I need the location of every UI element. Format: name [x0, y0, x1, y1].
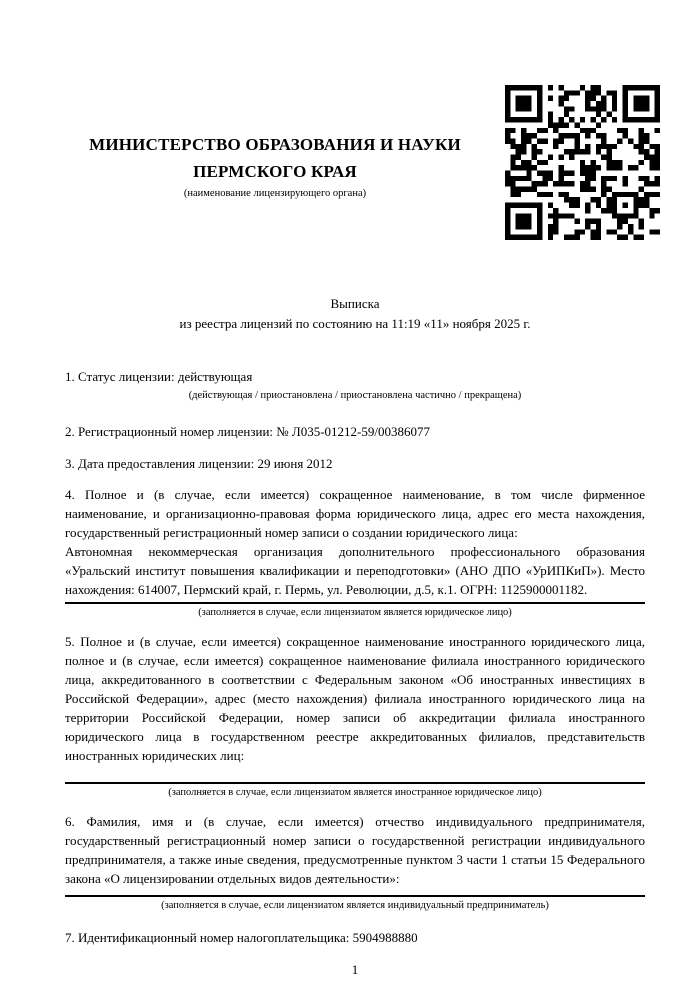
item-4-value: Автономная некоммерческая организация дополнительного профессионального образования «Уральский институт повышения квалификации и переподготовки» (АНО ДПО «УрИПКиП»). Место нахождения: 614007, Пермский край, г. Пермь, ул. Революции, д.5, к.1. ОГРН: 1125900001182.	[65, 544, 645, 597]
ministry-name-line1: МИНИСТЕРСТВО ОБРАЗОВАНИЯ И НАУКИ	[89, 135, 461, 154]
page-number: 1	[351, 962, 359, 977]
item-1-status: 1. Статус лицензии: действующая	[65, 369, 253, 384]
ministry-header	[65, 0, 485, 201]
ministry-caption: (наименование лицензирующего органа)	[183, 188, 367, 199]
qr-code	[505, 85, 660, 240]
item-6-entrepreneur: 6. Фамилия, имя и (в случае, если имеется) отчество индивидуального предпринимателя, государственный регистрационный номер записи о государственной регистрации индивидуального предпринимателя, а также иные сведения, предусмотренные пунктом 3 части 1 статьи 15 Федерального закона «О лицензировании отдельных видов деятельности»:	[65, 814, 645, 886]
item-4-legal-entity	[65, 485, 645, 599]
item-2-registration-number: 2. Регистрационный номер лицензии: № Л035-01212-59/00386077	[65, 424, 431, 439]
document-title	[65, 294, 645, 334]
item-4-label: 4. Полное и (в случае, если имеется) сокращенное наименование, в том числе фирменное наименование, и организационно-правовая форма юридического лица, адрес его места нахождения, государственный регистрационный номер записи о создании юридического лица:	[65, 487, 645, 540]
item-5-note: (заполняется в случае, если лицензиатом является иностранное юридическое лицо)	[168, 787, 542, 798]
qr-code-image	[505, 85, 660, 240]
item-6-fill-line	[65, 895, 645, 897]
item-4-note: (заполняется в случае, если лицензиатом является юридическое лицо)	[198, 607, 512, 618]
item-6-note: (заполняется в случае, если лицензиатом является индивидуальный предприниматель)	[161, 900, 549, 911]
document-title-line2: из реестра лицензий по состоянию на 11:19 «11» ноября 2025 г.	[179, 316, 531, 331]
item-3-grant-date: 3. Дата предоставления лицензии: 29 июня 2012	[65, 456, 333, 471]
ministry-name-line2: ПЕРМСКОГО КРАЯ	[193, 162, 357, 181]
item-5-fill-line	[65, 782, 645, 784]
document-title-line1: Выписка	[330, 296, 380, 311]
item-5-foreign-entity: 5. Полное и (в случае, если имеется) сокращенное наименование иностранного юридического лица, полное и (в случае, если имеется) сокращенное наименование филиала иностранного юридического лица, аккредитованного в соответствии с Федеральным законом «Об иностранных инвестициях в Российской Федерации», адрес (место нахождения) филиала иностранного юридического лица на территории Российской Федерации, номер записи об аккредитации филиала иностранного юридического лица в государственном реестре аккредитованных филиалов, представительств иностранных юридических лиц:	[65, 634, 645, 763]
item-1-note: (действующая / приостановлена / приостановлена частично / прекращена)	[188, 390, 522, 401]
item-4-fill-line	[65, 602, 645, 604]
item-7-taxpayer-number: 7. Идентификационный номер налогоплательщика: 5904988880	[65, 930, 418, 945]
